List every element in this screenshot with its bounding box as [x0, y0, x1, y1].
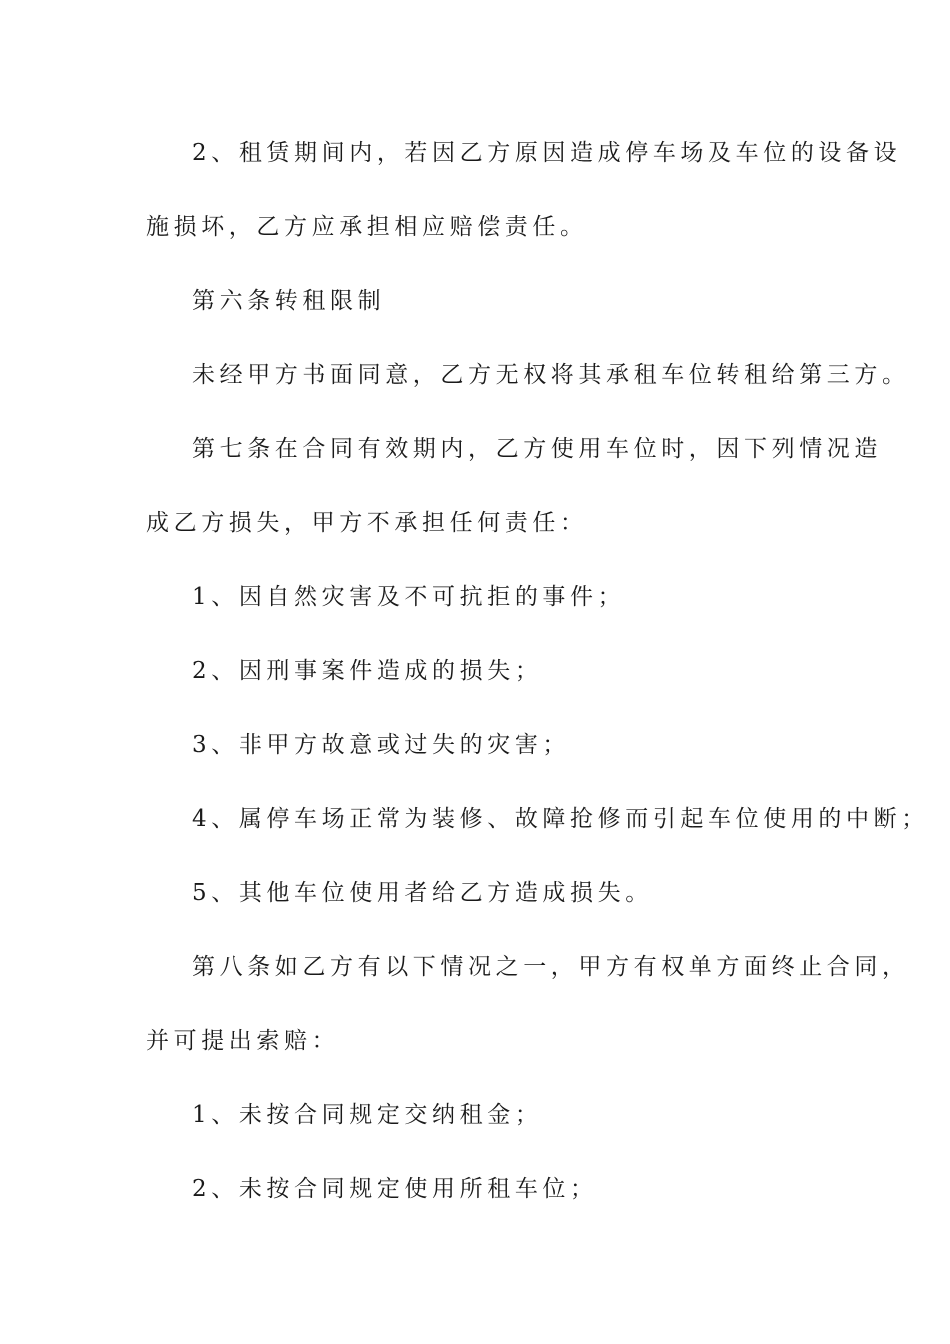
paragraph-line: 未经甲方书面同意，乙方无权将其承租车位转租给第三方。	[192, 362, 910, 388]
paragraph-line: 2、租赁期间内，若因乙方原因造成停车场及车位的设备设	[192, 140, 902, 166]
paragraph-line: 并可提出索赔：	[146, 1028, 340, 1054]
paragraph-line: 第七条在合同有效期内，乙方使用车位时，因下列情况造	[192, 436, 882, 462]
list-item: 3、非甲方故意或过失的灾害；	[192, 732, 571, 758]
list-item: 1、因自然灾害及不可抗拒的事件；	[192, 584, 626, 610]
paragraph-line: 施损坏，乙方应承担相应赔偿责任。	[146, 214, 588, 240]
list-item: 4、属停车场正常为装修、故障抢修而引起车位使用的中断；	[192, 806, 929, 832]
paragraph-line: 第八条如乙方有以下情况之一，甲方有权单方面终止合同，	[192, 954, 910, 980]
paragraph-line: 成乙方损失，甲方不承担任何责任：	[146, 510, 588, 536]
list-item: 1、未按合同规定交纳租金；	[192, 1102, 543, 1128]
list-item: 2、因刑事案件造成的损失；	[192, 658, 543, 684]
section-heading: 第六条转租限制	[192, 288, 386, 314]
list-item: 2、未按合同规定使用所租车位；	[192, 1176, 598, 1202]
list-item: 5、其他车位使用者给乙方造成损失。	[192, 880, 653, 906]
